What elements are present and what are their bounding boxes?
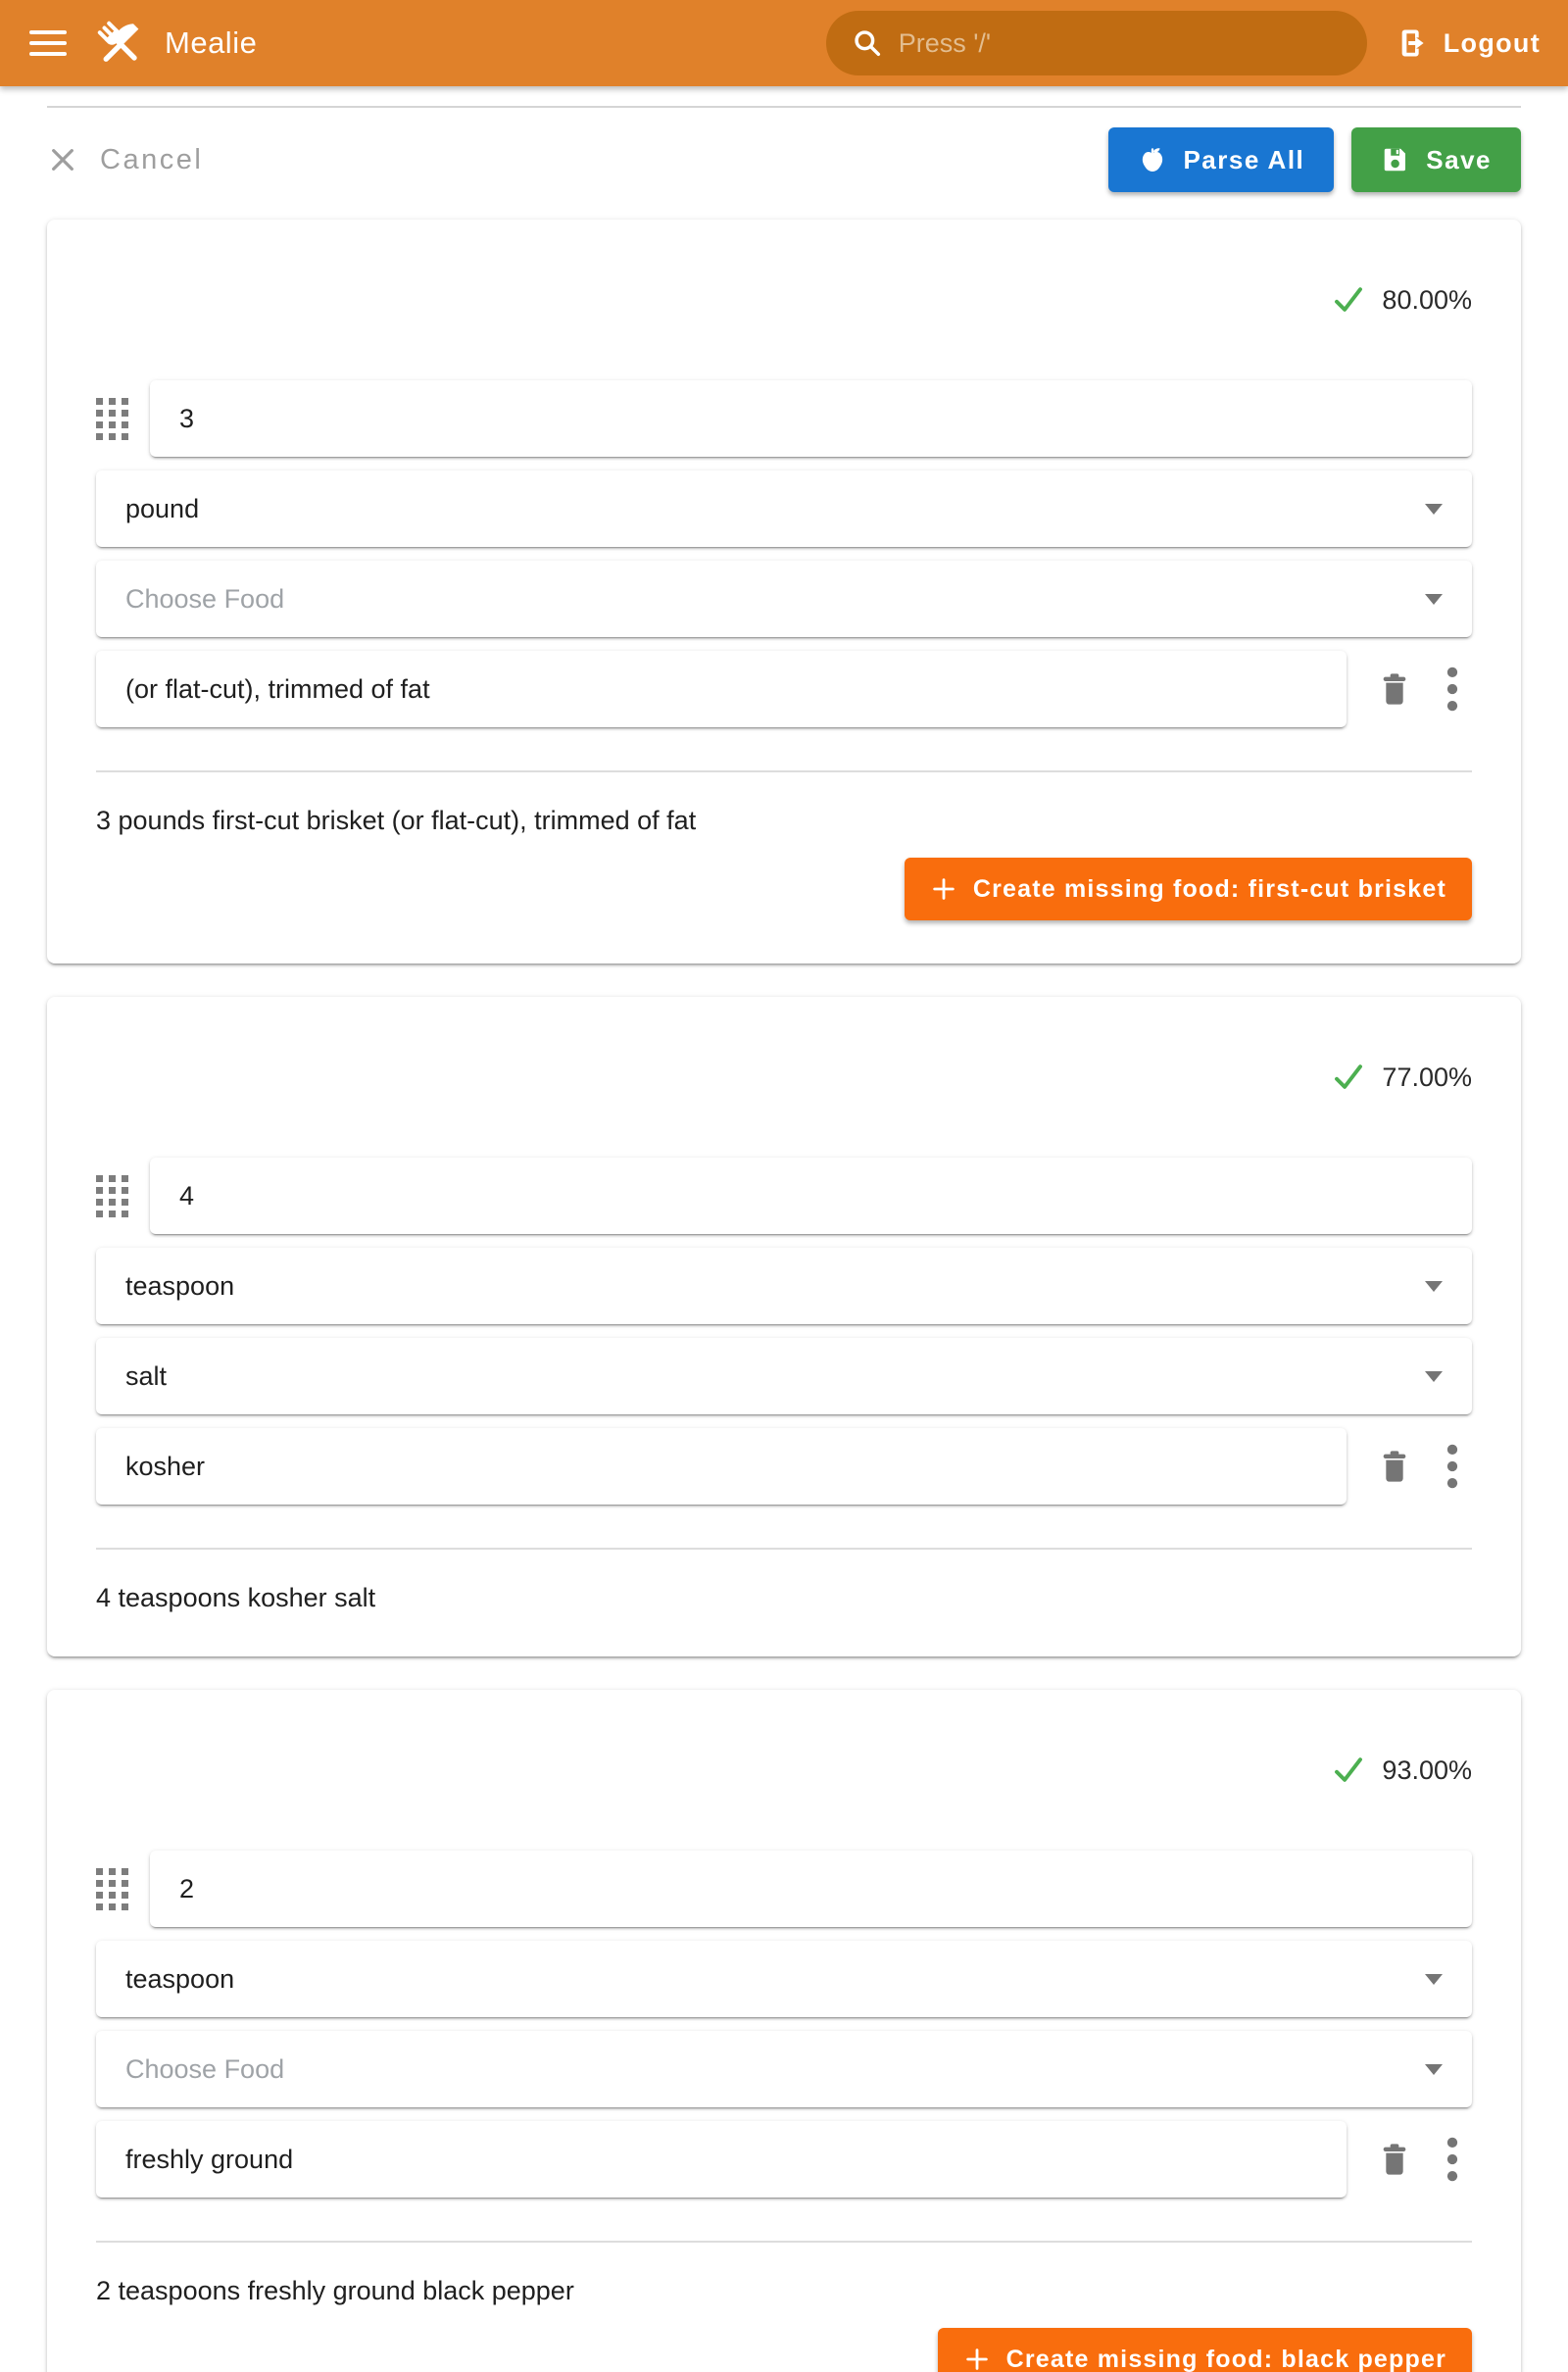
unit-row <box>96 1941 1472 2017</box>
divider <box>96 1548 1472 1550</box>
plus-icon <box>963 2346 991 2372</box>
delete-ingredient-button[interactable] <box>1372 1447 1417 1486</box>
menu-icon[interactable] <box>29 30 67 56</box>
food-select[interactable] <box>96 561 1472 637</box>
confidence-row <box>96 1753 1472 1788</box>
logout-icon <box>1396 26 1430 60</box>
more-options-button[interactable] <box>1433 2136 1472 2183</box>
drag-handle[interactable] <box>96 1868 128 1910</box>
search-bar[interactable] <box>826 11 1367 75</box>
app-header <box>0 0 1568 86</box>
note-row <box>96 651 1472 727</box>
kebab-icon <box>1446 666 1459 713</box>
confidence-value: 77.00% <box>1382 1062 1472 1092</box>
drag-handle[interactable] <box>96 398 128 440</box>
food-row <box>96 1338 1472 1414</box>
apple-icon <box>1138 145 1167 174</box>
more-options-button[interactable] <box>1433 666 1472 713</box>
note-row <box>96 2121 1472 2198</box>
confidence-row <box>96 282 1472 318</box>
trash-icon <box>1375 2140 1414 2179</box>
note-input[interactable] <box>96 1428 1347 1505</box>
food-row <box>96 2031 1472 2107</box>
save-button[interactable] <box>1351 127 1521 192</box>
create-missing-food-label: Create missing food: first-cut brisket <box>972 874 1446 903</box>
unit-value: pound <box>125 493 200 523</box>
trash-icon <box>1375 669 1414 709</box>
food-select[interactable] <box>96 2031 1472 2107</box>
quantity-input[interactable] <box>150 1851 1472 1927</box>
quantity-row <box>96 380 1472 457</box>
chevron-down-icon <box>1425 1281 1443 1292</box>
parse-all-label: Parse All <box>1183 144 1305 174</box>
app-title: Mealie <box>165 25 258 60</box>
missing-food-row <box>96 858 1472 920</box>
unit-select[interactable] <box>96 470 1472 547</box>
check-icon <box>1331 1060 1366 1095</box>
create-missing-food-button[interactable] <box>905 858 1472 920</box>
original-ingredient-text: 4 teaspoons kosher salt <box>96 1583 376 1612</box>
app-logo[interactable] <box>92 16 147 71</box>
kebab-icon <box>1446 2136 1459 2183</box>
chevron-down-icon <box>1425 2064 1443 2075</box>
parse-all-button[interactable] <box>1108 127 1334 192</box>
confidence-row <box>96 1060 1472 1095</box>
check-icon <box>1331 282 1366 318</box>
ingredient-card <box>47 220 1521 964</box>
chevron-down-icon <box>1425 504 1443 515</box>
unit-value: teaspoon <box>125 1963 235 1994</box>
kebab-icon <box>1446 1443 1459 1490</box>
food-value: salt <box>125 1360 168 1391</box>
drag-handle[interactable] <box>96 1175 128 1217</box>
unit-select[interactable] <box>96 1248 1472 1324</box>
logout-button[interactable] <box>1396 26 1541 60</box>
cancel-label: Cancel <box>100 143 204 175</box>
chevron-down-icon <box>1425 594 1443 605</box>
delete-ingredient-button[interactable] <box>1372 669 1417 709</box>
fork-knife-icon <box>92 16 147 71</box>
delete-ingredient-button[interactable] <box>1372 2140 1417 2179</box>
check-icon <box>1331 1753 1366 1788</box>
confidence-value: 80.00% <box>1382 284 1472 315</box>
search-icon <box>852 27 883 59</box>
chevron-down-icon <box>1425 1371 1443 1382</box>
cancel-button[interactable] <box>47 144 203 176</box>
create-missing-food-label: Create missing food: black pepper <box>1005 2345 1446 2372</box>
divider <box>47 106 1521 108</box>
divider <box>96 770 1472 772</box>
ingredient-card <box>47 997 1521 1656</box>
save-icon <box>1381 145 1410 174</box>
trash-icon <box>1375 1447 1414 1486</box>
close-icon <box>47 144 78 175</box>
unit-select[interactable] <box>96 1941 1472 2017</box>
ingredient-card <box>47 1690 1521 2372</box>
divider <box>96 2241 1472 2243</box>
unit-value: teaspoon <box>125 1270 235 1301</box>
missing-food-row <box>96 2328 1472 2372</box>
logout-label: Logout <box>1443 27 1541 58</box>
editor-toolbar <box>47 127 1521 192</box>
save-label: Save <box>1426 144 1492 174</box>
more-options-button[interactable] <box>1433 1443 1472 1490</box>
original-ingredient-text: 3 pounds first-cut brisket (or flat-cut), trimmed of fat <box>96 806 697 835</box>
quantity-input[interactable] <box>150 1158 1472 1234</box>
note-input[interactable] <box>96 651 1347 727</box>
create-missing-food-button[interactable] <box>938 2328 1472 2372</box>
original-ingredient-text: 2 teaspoons freshly ground black pepper <box>96 2276 574 2305</box>
quantity-row <box>96 1158 1472 1234</box>
unit-row <box>96 1248 1472 1324</box>
chevron-down-icon <box>1425 1974 1443 1985</box>
confidence-value: 93.00% <box>1382 1754 1472 1785</box>
food-select[interactable] <box>96 1338 1472 1414</box>
food-placeholder: Choose Food <box>125 2053 285 2084</box>
note-row <box>96 1428 1472 1505</box>
search-input[interactable] <box>899 28 1342 59</box>
plus-icon <box>930 875 957 903</box>
quantity-row <box>96 1851 1472 1927</box>
unit-row <box>96 470 1472 547</box>
food-row <box>96 561 1472 637</box>
quantity-input[interactable] <box>150 380 1472 457</box>
note-input[interactable] <box>96 2121 1347 2198</box>
food-placeholder: Choose Food <box>125 583 285 614</box>
